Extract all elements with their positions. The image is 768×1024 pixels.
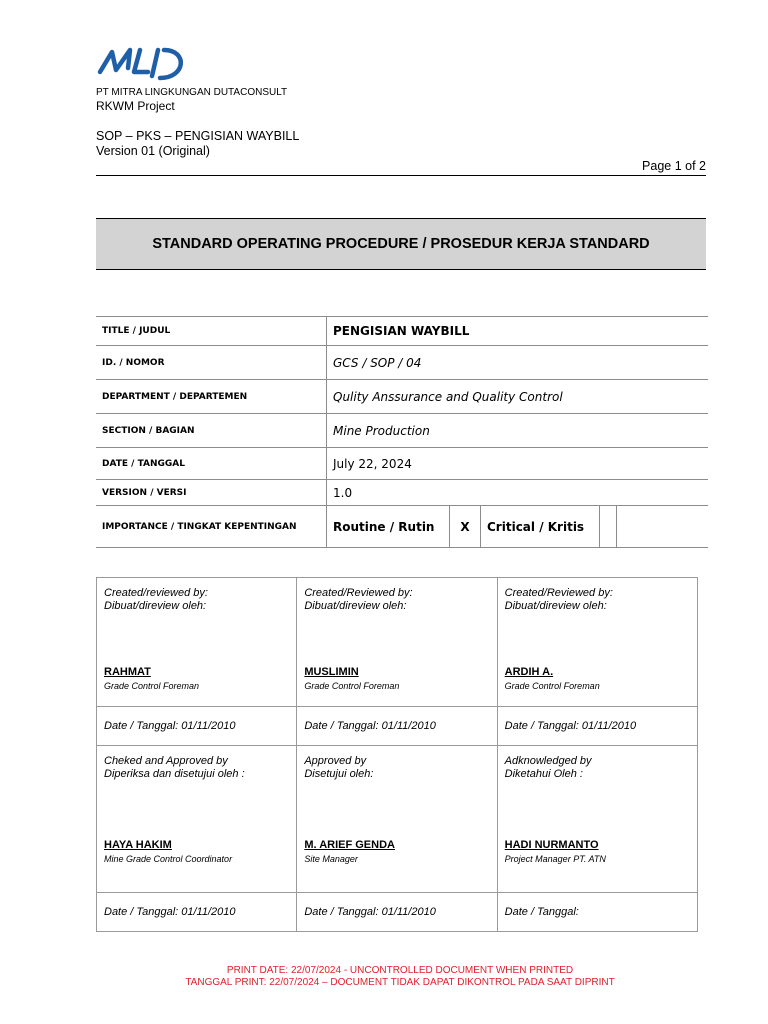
info-row-id [96,346,708,380]
signature-date: Date / Tanggal: 01/11/2010 [97,707,297,746]
date-row-2 [97,893,698,932]
role-en: Created/Reviewed by: [504,587,613,599]
importance-spacer [617,506,709,548]
signature-date: Date / Tanggal: 01/11/2010 [497,707,697,746]
info-row-section [96,414,708,448]
print-notice-id: TANGGAL PRINT: 22/07/2024 – DOCUMENT TIDAK DAPAT DIKONTROL PADA SAAT DIPRINT [185,977,615,988]
role-en: Created/Reviewed by: [304,587,413,599]
signature-row-1 [97,578,698,707]
signature-cell [297,746,497,893]
role-label [304,755,373,781]
role-id: Dibuat/direview oleh: [104,600,207,612]
document-banner: STANDARD OPERATING PROCEDURE / PROSEDUR KERJA STANDARD [96,218,706,270]
department-value: Qulity Anssurance and Quality Control [327,380,709,414]
role-label [104,755,245,781]
signature-date: Date / Tanggal: 01/11/2010 [97,893,297,932]
info-row-date [96,448,708,480]
role-label [505,755,592,781]
date-value: July 22, 2024 [327,448,709,480]
version-label: VERSION / VERSI [96,480,327,506]
title-value: PENGISIAN WAYBILL [327,317,709,346]
signatory-title: Grade Control Foreman [304,681,400,691]
version-value: 1.0 [327,480,709,506]
department-label: DEPARTMENT / DEPARTEMEN [96,380,327,414]
info-row-version [96,480,708,506]
signature-cell [297,578,497,707]
signatory-name: RAHMAT [104,666,151,678]
signature-cell [97,746,297,893]
role-label [304,587,412,613]
role-en: Approved by [304,755,367,767]
print-notice-en: PRINT DATE: 22/07/2024 - UNCONTROLLED DOCUMENT WHEN PRINTED [226,965,574,976]
signatory-title: Project Manager PT. ATN [504,854,606,864]
section-value: Mine Production [327,414,709,448]
routine-mark: X [450,506,481,548]
critical-mark [600,506,617,548]
company-logo [96,44,188,84]
signatory-name: M. ARIEF GENDA [304,839,395,851]
role-id: Diketahui Oleh : [504,768,583,780]
section-label: SECTION / BAGIAN [96,414,327,448]
signature-date: Date / Tanggal: 01/11/2010 [297,707,497,746]
sop-code: SOP – PKS – PENGISIAN WAYBILL [96,129,300,143]
info-row-department [96,380,708,414]
role-id: Diperiksa dan disetujui oleh : [104,768,245,780]
signature-date: Date / Tanggal: [497,893,697,932]
sop-version: Version 01 (Original) [96,144,210,158]
signature-table [96,577,698,932]
role-label [104,587,208,613]
signatory-name: MUSLIMIN [304,666,359,678]
signature-date: Date / Tanggal: 01/11/2010 [297,893,497,932]
role-en: Cheked and Approved by [104,755,228,767]
role-en: Adknowledged by [504,755,592,767]
signatory-name: HAYA HAKIM [104,839,172,851]
critical-option: Critical / Kritis [481,506,600,548]
signatory-title: Mine Grade Control Coordinator [104,854,233,864]
signature-row-2 [97,746,698,893]
signatory-title: Site Manager [304,854,358,864]
info-row-title [96,317,708,346]
routine-option: Routine / Rutin [327,506,450,548]
project-name: RKWM Project [96,99,175,113]
date-row-1 [97,707,698,746]
role-id: Disetujui oleh: [304,768,374,780]
role-en: Created/reviewed by: [104,587,208,599]
signatory-name: ARDIH A. [504,666,554,678]
role-label [505,587,613,613]
role-id: Dibuat/direview oleh: [504,600,607,612]
signatory-title: Grade Control Foreman [104,681,200,691]
role-id: Dibuat/direview oleh: [304,600,407,612]
page-number: Page 1 of 2 [642,159,706,173]
importance-label: IMPORTANCE / TINGKAT KEPENTINGAN [96,506,327,548]
signature-cell [97,578,297,707]
signatory-name: HADI NURMANTO [504,839,599,851]
title-label: TITLE / JUDUL [96,317,327,346]
header-divider [96,175,706,176]
company-name: PT MITRA LINGKUNGAN DUTACONSULT [96,87,288,98]
signature-cell [497,746,697,893]
id-label: ID. / NOMOR [96,346,327,380]
document-info-table [96,316,708,548]
date-label: DATE / TANGGAL [96,448,327,480]
signatory-title: Grade Control Foreman [504,681,600,691]
info-row-importance [96,506,708,548]
id-value: GCS / SOP / 04 [327,346,709,380]
signature-cell [497,578,697,707]
